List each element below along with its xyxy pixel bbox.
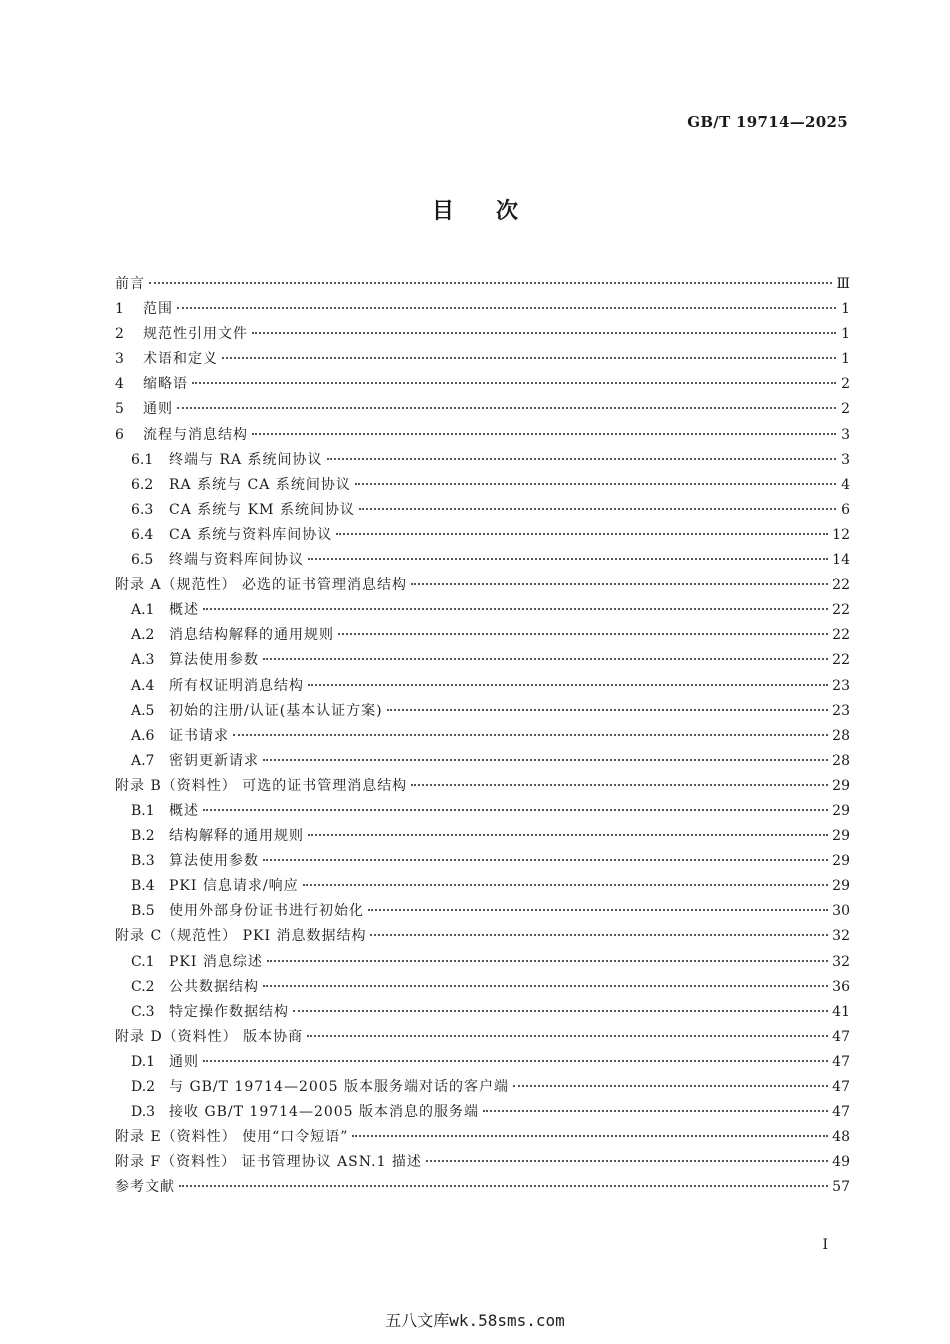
toc-entry-text: 算法使用参数: [169, 853, 259, 870]
toc-page-number: 49: [832, 1154, 850, 1171]
table-of-contents: [115, 272, 850, 1200]
toc-entry[interactable]: [115, 498, 850, 523]
toc-entry[interactable]: [115, 523, 850, 548]
toc-entry[interactable]: [115, 749, 850, 774]
toc-entry[interactable]: [115, 1075, 850, 1100]
toc-page-number: 1: [841, 301, 850, 318]
toc-entry[interactable]: [115, 573, 850, 598]
toc-page-number: 28: [832, 727, 850, 744]
toc-entry[interactable]: [115, 297, 850, 322]
toc-page-number: 22: [832, 652, 850, 669]
toc-page-number: 12: [832, 526, 850, 543]
toc-page-number: 29: [832, 802, 850, 819]
toc-entry-number: B.1: [131, 802, 155, 819]
toc-leader-dots: [252, 433, 836, 435]
toc-page-number: 22: [832, 602, 850, 619]
toc-leader-dots: [192, 382, 836, 384]
page-folio: I: [822, 1237, 828, 1253]
toc-entry[interactable]: [115, 397, 850, 422]
toc-page-number: 32: [832, 953, 850, 970]
toc-entry[interactable]: [115, 674, 850, 699]
toc-leader-dots: [308, 684, 828, 686]
toc-entry-text: CA 系统与资料库间协议: [169, 526, 333, 543]
toc-page-number: 14: [832, 552, 850, 569]
toc-entry-number: B.3: [131, 853, 155, 870]
toc-entry-text: 附录 B（资料性） 可选的证书管理消息结构: [115, 777, 408, 794]
toc-leader-dots: [359, 508, 836, 510]
toc-entry-number: A.3: [131, 652, 155, 669]
toc-page-number: 32: [832, 928, 850, 945]
toc-page-number: 29: [832, 878, 850, 895]
toc-page-number: 47: [832, 1028, 850, 1045]
toc-page-number: 29: [832, 777, 850, 794]
toc-page-number: 30: [832, 903, 850, 920]
toc-entry-number: A.6: [131, 727, 155, 744]
toc-page-number: 48: [832, 1129, 850, 1146]
page-title: 目次: [431, 198, 560, 224]
toc-entry[interactable]: [115, 473, 850, 498]
toc-entry-text: 终端与资料库间协议: [169, 552, 304, 569]
toc-leader-dots: [267, 960, 828, 962]
toc-entry[interactable]: [115, 623, 850, 648]
toc-entry[interactable]: [115, 448, 850, 473]
toc-entry[interactable]: [115, 322, 850, 347]
toc-entry[interactable]: [115, 724, 850, 749]
toc-page-number: 2: [841, 376, 850, 393]
toc-page-number: 47: [832, 1079, 850, 1095]
standard-code: GB/T 19714—2025: [687, 113, 848, 131]
toc-entry-number: D.3: [131, 1104, 156, 1121]
toc-entry-text: 所有权证明消息结构: [169, 677, 304, 694]
toc-entry-number: A.4: [131, 677, 155, 694]
toc-entry[interactable]: [115, 874, 850, 899]
toc-leader-dots: [233, 734, 828, 736]
toc-entry-number: 1: [115, 301, 124, 318]
toc-leader-dots: [179, 1185, 828, 1187]
toc-leader-dots: [411, 583, 828, 585]
toc-page-number: 23: [832, 677, 850, 694]
toc-entry[interactable]: [115, 347, 850, 372]
toc-leader-dots: [222, 357, 836, 359]
toc-leader-dots: [308, 834, 828, 836]
toc-leader-dots: [307, 1035, 828, 1037]
toc-entry-text: 初始的注册/认证(基本认证方案): [169, 702, 383, 719]
toc-page-number: 3: [841, 426, 850, 443]
toc-leader-dots: [483, 1110, 828, 1112]
toc-entry-number: A.2: [131, 627, 155, 644]
toc-entry-text: 规范性引用文件: [143, 326, 248, 343]
toc-leader-dots: [252, 332, 836, 334]
toc-entry[interactable]: [115, 1150, 850, 1175]
toc-entry-number: 3: [115, 351, 124, 368]
toc-entry-text: PKI 消息综述: [169, 953, 263, 970]
toc-page-number: 23: [832, 702, 850, 719]
toc-entry-text: 通则: [143, 401, 173, 418]
toc-entry-text: 附录 C（规范性） PKI 消息数据结构: [115, 928, 367, 945]
toc-page-number: 4: [841, 476, 850, 493]
toc-leader-dots: [411, 784, 828, 786]
toc-leader-dots: [355, 483, 836, 485]
toc-entry-text: 使用外部身份证书进行初始化: [169, 903, 364, 920]
toc-leader-dots: [387, 709, 829, 711]
toc-leader-dots: [203, 1060, 828, 1062]
toc-entry-text: 特定操作数据结构: [169, 1003, 289, 1020]
toc-entry-number: D.1: [131, 1053, 156, 1070]
toc-leader-dots: [203, 608, 828, 610]
toc-entry[interactable]: [115, 423, 850, 448]
toc-entry[interactable]: [115, 648, 850, 673]
toc-page-number: 47: [832, 1053, 850, 1070]
toc-leader-dots: [308, 558, 828, 560]
toc-entry-number: 6.5: [131, 552, 154, 569]
toc-entry[interactable]: [115, 1000, 850, 1025]
toc-entry-text: 消息结构解释的通用规则: [169, 627, 334, 644]
toc-entry-text: 附录 E（资料性） 使用“口令短语”: [115, 1129, 349, 1146]
toc-entry[interactable]: [115, 1025, 850, 1050]
toc-entry-number: 6.4: [131, 526, 154, 543]
toc-entry-text: 概述: [169, 802, 199, 819]
toc-entry-number: C.3: [131, 1003, 155, 1020]
toc-entry-text: 结构解释的通用规则: [169, 828, 304, 845]
toc-entry[interactable]: [115, 1125, 850, 1150]
toc-entry[interactable]: [115, 799, 850, 824]
toc-entry[interactable]: [115, 824, 850, 849]
toc-entry[interactable]: [115, 1100, 850, 1125]
toc-entry-text: 概述: [169, 602, 199, 619]
toc-entry[interactable]: [115, 924, 850, 949]
toc-leader-dots: [370, 934, 828, 936]
toc-entry-text: 附录 A（规范性） 必选的证书管理消息结构: [115, 577, 408, 594]
toc-leader-dots: [426, 1160, 828, 1162]
toc-page-number: 22: [832, 627, 850, 644]
toc-leader-dots: [203, 809, 828, 811]
toc-leader-dots: [293, 1010, 828, 1012]
toc-leader-dots: [177, 307, 836, 309]
toc-entry-number: D.2: [131, 1079, 156, 1095]
toc-entry-text: 公共数据结构: [169, 978, 259, 995]
toc-leader-dots: [352, 1135, 828, 1137]
toc-entry-text: 术语和定义: [143, 351, 218, 368]
toc-page-number: 28: [832, 752, 850, 769]
toc-entry-number: B.4: [131, 878, 155, 895]
toc-page-number: 1: [841, 326, 850, 343]
toc-entry-number: A.1: [131, 602, 155, 619]
toc-entry-text: 通则: [169, 1053, 199, 1070]
toc-page-number: Ⅲ: [836, 276, 850, 292]
toc-page-number: 3: [841, 451, 850, 468]
toc-entry-number: A.7: [131, 752, 155, 769]
toc-entry-text: 附录 F（资料性） 证书管理协议 ASN.1 描述: [115, 1154, 422, 1171]
toc-entry-number: B.5: [131, 903, 155, 920]
toc-leader-dots: [513, 1085, 828, 1087]
toc-page-number: 36: [832, 978, 850, 995]
toc-leader-dots: [263, 859, 828, 861]
toc-leader-dots: [177, 407, 836, 409]
toc-entry-text: 前言: [115, 276, 145, 292]
toc-leader-dots: [263, 759, 828, 761]
toc-entry-number: 5: [115, 401, 124, 418]
toc-entry[interactable]: [115, 1050, 850, 1075]
toc-entry-number: A.5: [131, 702, 155, 719]
toc-entry-number: 6: [115, 426, 124, 443]
toc-entry-text: 终端与 RA 系统间协议: [169, 451, 323, 468]
toc-entry-text: RA 系统与 CA 系统间协议: [169, 476, 351, 493]
toc-leader-dots: [336, 533, 828, 535]
toc-entry-number: C.2: [131, 978, 155, 995]
toc-leader-dots: [327, 458, 836, 460]
toc-entry[interactable]: [115, 272, 850, 297]
toc-entry[interactable]: [115, 548, 850, 573]
toc-entry[interactable]: [115, 950, 850, 975]
toc-entry[interactable]: [115, 849, 850, 874]
toc-entry[interactable]: [115, 1175, 850, 1200]
toc-page-number: 1: [841, 351, 850, 368]
toc-page-number: 41: [832, 1003, 850, 1020]
toc-entry[interactable]: [115, 774, 850, 799]
toc-entry[interactable]: [115, 699, 850, 724]
toc-entry[interactable]: [115, 899, 850, 924]
toc-entry-text: 与 GB/T 19714—2005 版本服务端对话的客户端: [169, 1079, 510, 1095]
toc-page-number: 57: [832, 1179, 850, 1196]
toc-leader-dots: [303, 884, 829, 886]
toc-entry-number: 6.2: [131, 476, 154, 493]
toc-entry-text: 接收 GB/T 19714—2005 版本消息的服务端: [169, 1104, 480, 1121]
toc-entry-text: 范围: [143, 301, 173, 318]
toc-entry-text: 缩略语: [143, 376, 188, 393]
toc-entry-text: PKI 信息请求/响应: [169, 878, 299, 895]
toc-entry[interactable]: [115, 372, 850, 397]
toc-page-number: 22: [832, 577, 850, 594]
toc-entry-number: B.2: [131, 828, 155, 845]
toc-page-number: 2: [841, 401, 850, 418]
toc-leader-dots: [263, 658, 828, 660]
toc-entry-text: 算法使用参数: [169, 652, 259, 669]
toc-entry[interactable]: [115, 975, 850, 1000]
toc-entry-number: C.1: [131, 953, 155, 970]
toc-entry-text: 附录 D（资料性） 版本协商: [115, 1028, 304, 1045]
toc-leader-dots: [149, 282, 832, 284]
watermark-text: 五八文库wk.58sms.com: [385, 1311, 565, 1330]
toc-leader-dots: [338, 633, 828, 635]
toc-entry-number: 6.1: [131, 451, 154, 468]
toc-entry[interactable]: [115, 598, 850, 623]
toc-entry-text: 流程与消息结构: [143, 426, 248, 443]
toc-page-number: 29: [832, 828, 850, 845]
toc-entry-number: 6.3: [131, 501, 154, 518]
toc-entry-number: 4: [115, 376, 124, 393]
toc-entry-text: 参考文献: [115, 1179, 175, 1196]
toc-entry-text: 密钥更新请求: [169, 752, 259, 769]
toc-page-number: 47: [832, 1104, 850, 1121]
toc-entry-text: CA 系统与 KM 系统间协议: [169, 501, 355, 518]
toc-page-number: 29: [832, 853, 850, 870]
toc-entry-text: 证书请求: [169, 727, 229, 744]
toc-entry-number: 2: [115, 326, 124, 343]
toc-page-number: 6: [841, 501, 850, 518]
toc-leader-dots: [368, 909, 828, 911]
toc-leader-dots: [263, 985, 828, 987]
